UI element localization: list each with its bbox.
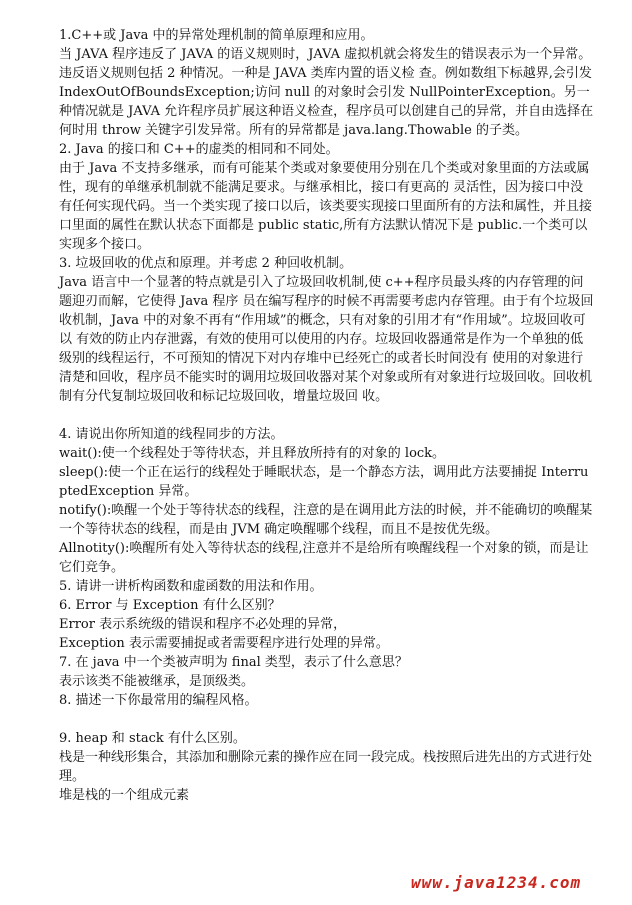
question-6: 6. Error 与 Exception 有什么区别？ — [59, 598, 281, 613]
question-1: 1.C++或 Java 中的异常处理机制的简单原理和应用。 — [59, 28, 374, 43]
question-2: 2. Java 的接口和 C++的虚类的相同和不同处。 — [59, 142, 339, 157]
blank-line — [59, 710, 594, 729]
site-watermark: www.java1234.com — [411, 873, 582, 892]
answer-2: 由于 Java 不支持多继承，而有可能某个类或对象要使用分别在几个类或对象里面的方法或属性，现有的单继承机制就不能满足要求。与继承相比，接口有更高的 灵活性，因为接口中没有任何实现代码。当一个类实现了接口以后，该类要实现接口里面所有的方法和属性，并且接口里面的属性在默认状态下面都是 public static,所有方法默认情况下是 public.一个类可以实现多个接口。 — [59, 161, 593, 252]
answer-4-notify: notify():唤醒一个处于等待状态的线程，注意的是在调用此方法的时候，并不能确切的唤醒某一个等待状态的线程，而是由 JVM 确定唤醒哪个线程，而且不是按优先级。 — [59, 503, 593, 537]
answer-1: 当 JAVA 程序违反了 JAVA 的语义规则时，JAVA 虚拟机就会将发生的错误表示为一个异常。违反语义规则包括 2 种情况。一种是 JAVA 类库内置的语义检 查。例如数组下标越界,会引发 IndexOutOfBoundsException;访问 null 的对象时会引发 NullPointerException。另一种情况就是 JAVA 允许程序员扩展这种语义检查，程序员可以创建自己的异常，并自由选择在何时用 throw 关键字引发异常。所有的异常都是 java.lang.Thowable 的子类。 — [59, 47, 597, 138]
question-3: 3. 垃圾回收的优点和原理。并考虑 2 种回收机制。 — [59, 256, 353, 271]
answer-4-allnotify: Allnotity():唤醒所有处入等待状态的线程,注意并不是给所有唤醒线程一个对象的锁，而是让它们竞争。 — [59, 541, 589, 575]
question-8: 8. 描述一下你最常用的编程风格。 — [59, 693, 258, 708]
blank-line — [59, 406, 594, 425]
answer-7: 表示该类不能被继承，是顶级类。 — [59, 674, 255, 689]
answer-4-wait: wait():使一个线程处于等待状态，并且释放所持有的对象的 lock。 — [59, 446, 446, 461]
question-5: 5. 请讲一讲析构函数和虚函数的用法和作用。 — [59, 579, 323, 594]
question-7: 7. 在 java 中一个类被声明为 final 类型，表示了什么意思？ — [59, 655, 408, 670]
answer-6-error: Error 表示系统级的错误和程序不必处理的异常， — [59, 617, 347, 632]
question-4: 4. 请说出你所知道的线程同步的方法。 — [59, 427, 284, 442]
answer-6-exception: Exception 表示需要捕捉或者需要程序进行处理的异常。 — [59, 636, 389, 651]
question-9: 9. heap 和 stack 有什么区别。 — [59, 731, 246, 746]
answer-9-heap: 堆是栈的一个组成元素 — [59, 788, 190, 803]
answer-3: Java 语言中一个显著的特点就是引入了垃圾回收机制,使 c++程序员最头疼的内存管理的问题迎刃而解，它使得 Java 程序 员在编写程序的时候不再需要考虑内存管理。由于有个垃圾回收机制，Java 中的对象不再有“作用域”的概念，只有对象的引用才有“作用域”。垃圾回收可以 有效的防止内存泄露，有效的使用可以使用的内存。垃圾回收器通常是作为一个单独的低级别的线程运行，不可预知的情况下对内存堆中已经死亡的或者长时间没有 使用的对象进行清楚和回收，程序员不能实时的调用垃圾回收器对某个对象或所有对象进行垃圾回收。回收机制有分代复制垃圾回收和标记垃圾回收，增量垃圾回 收。 — [59, 275, 594, 404]
answer-4-sleep: sleep():使一个正在运行的线程处于睡眠状态，是一个静态方法，调用此方法要捕捉 InterruptedException 异常。 — [59, 465, 589, 499]
document-body — [59, 26, 597, 856]
answer-9-stack: 栈是一种线形集合，其添加和删除元素的操作应在同一段完成。栈按照后进先出的方式进行处理。 — [59, 750, 593, 784]
